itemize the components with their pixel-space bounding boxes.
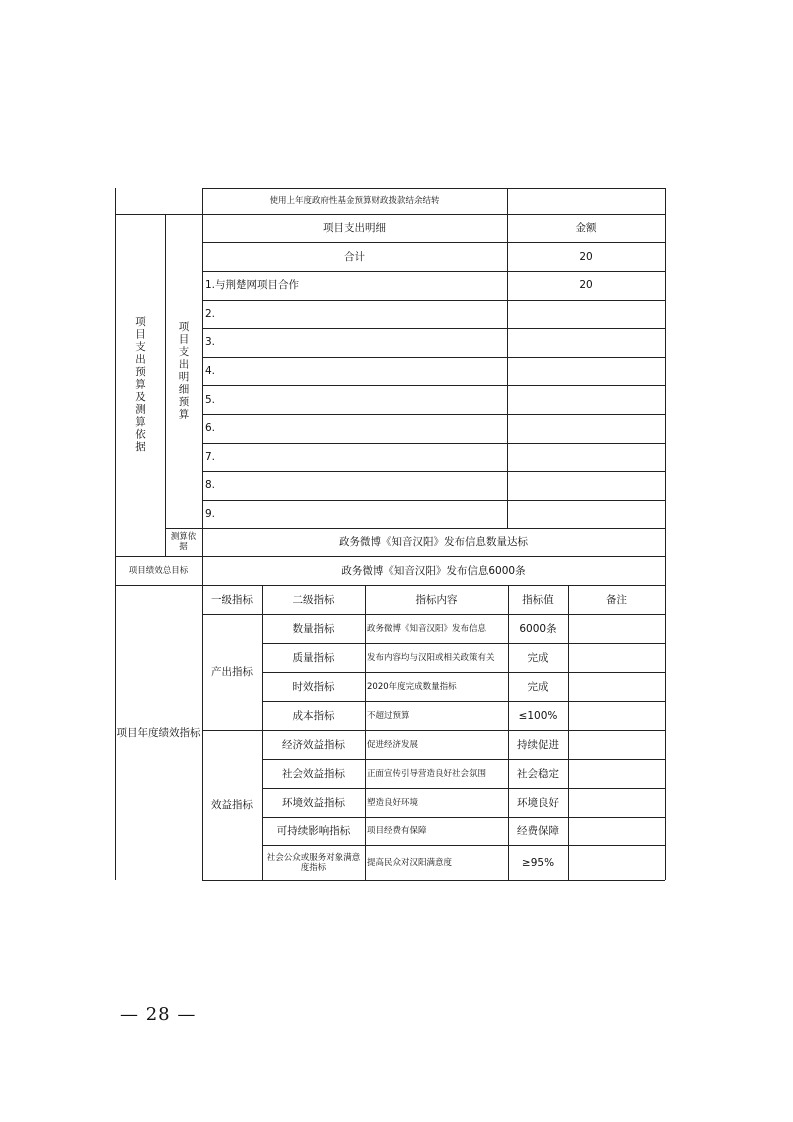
output-row-level2: 时效指标 bbox=[292, 680, 335, 693]
detail-row-amount bbox=[507, 500, 665, 529]
rule-detail bbox=[202, 500, 665, 501]
rule-head bbox=[202, 242, 665, 243]
rule-detail bbox=[202, 328, 665, 329]
section-budget-label-text: 项目支出预算及测算依据 bbox=[134, 316, 146, 454]
rule-detail bbox=[202, 471, 665, 472]
effect-row-value: 社会稳定 bbox=[517, 767, 559, 780]
effect-indicator-label: 效益指标 bbox=[211, 799, 253, 811]
output-row-level2: 成本指标 bbox=[292, 709, 335, 722]
effect-row-level2: 社会效益指标 bbox=[282, 767, 345, 780]
output-row-content: 政务微博《知音汉阳》发布信息 bbox=[367, 623, 487, 634]
section-detail-budget-label-text: 项目支出明细预算 bbox=[177, 321, 190, 421]
perf-header-level1: 一级指标 bbox=[211, 593, 253, 606]
detail-row-amount bbox=[507, 471, 665, 500]
effect-row-content: 促进经济发展 bbox=[367, 739, 419, 750]
rule-detail bbox=[202, 414, 665, 415]
effect-row-content: 提高民众对汉阳满意度 bbox=[367, 857, 453, 868]
detail-row-item: 1.与荆楚网项目合作 bbox=[205, 279, 300, 292]
effect-row-value: ≥95% bbox=[521, 856, 555, 869]
output-row-level2: 质量指标 bbox=[292, 651, 335, 664]
rule-output-row bbox=[262, 672, 665, 673]
section-budget-label bbox=[115, 214, 165, 556]
rule-output-row bbox=[262, 643, 665, 644]
perf-header-note: 备注 bbox=[606, 593, 627, 606]
rule-col-b bbox=[202, 188, 203, 880]
output-row-content: 发布内容均与汉阳或相关政策有关 bbox=[367, 652, 495, 663]
perf-header-level2: 二级指标 bbox=[292, 593, 335, 606]
detail-row-amount bbox=[507, 443, 665, 472]
rule-col-p4 bbox=[568, 585, 569, 880]
output-row-content: 2020年度完成数量指标 bbox=[367, 681, 457, 692]
table-left-border bbox=[115, 188, 116, 880]
perf-header-value: 指标值 bbox=[522, 593, 554, 606]
output-row-value: 完成 bbox=[527, 680, 549, 693]
goal-label: 项目绩效总目标 bbox=[128, 565, 189, 576]
rule-bottom bbox=[202, 880, 665, 881]
total-label: 合计 bbox=[344, 250, 365, 263]
rule-detail bbox=[202, 300, 665, 301]
effect-row-note bbox=[568, 845, 665, 880]
rule-basis-top bbox=[165, 528, 665, 529]
rule-output-row bbox=[262, 701, 665, 702]
rule-detail bbox=[202, 357, 665, 358]
funding-source-label: 使用上年度政府性基金预算财政拨款结余结转 bbox=[269, 196, 440, 206]
rule-total bbox=[202, 271, 665, 272]
output-row-value: 完成 bbox=[527, 651, 549, 664]
effect-row-level2: 经济效益指标 bbox=[282, 738, 345, 751]
table-right-border bbox=[665, 188, 666, 880]
rule-detail bbox=[202, 443, 665, 444]
output-row-note bbox=[568, 701, 665, 730]
detail-row-amount bbox=[507, 357, 665, 386]
detail-row-amount bbox=[507, 300, 665, 329]
output-row-note bbox=[568, 672, 665, 701]
perf-section-label: 项目年度绩效指标 bbox=[116, 726, 201, 739]
rule-col-a bbox=[165, 214, 166, 556]
output-row-note bbox=[568, 643, 665, 672]
effect-row-value: 持续促进 bbox=[517, 738, 559, 751]
effect-row-note bbox=[568, 759, 665, 788]
perf-header-content: 指标内容 bbox=[415, 593, 458, 606]
output-indicator-label: 产出指标 bbox=[211, 666, 253, 678]
effect-row-level2: 可持续影响指标 bbox=[276, 825, 351, 837]
detail-header-item: 项目支出明细 bbox=[323, 222, 386, 234]
rule-perf-header bbox=[202, 614, 665, 615]
rule-col-p1 bbox=[262, 585, 263, 880]
effect-row-level2: 环境效益指标 bbox=[282, 796, 345, 809]
section-detail-budget-label bbox=[165, 214, 202, 528]
detail-row-item: 8. bbox=[205, 479, 216, 492]
detail-row-item: 3. bbox=[205, 336, 216, 349]
rule-goal-bottom bbox=[115, 585, 665, 586]
output-row-content: 不超过预算 bbox=[367, 710, 410, 721]
page-number: — 28 — bbox=[120, 1004, 197, 1025]
detail-row-amount: 20 bbox=[579, 279, 593, 292]
effect-row-content: 正面宣传引导营造良好社会氛围 bbox=[367, 768, 487, 779]
basis-value: 政务微博《知音汉阳》发布信息数量达标 bbox=[339, 536, 528, 548]
detail-row-item: 5. bbox=[205, 393, 216, 406]
goal-value: 政务微博《知音汉阳》发布信息6000条 bbox=[341, 564, 526, 577]
rule-r1 bbox=[115, 214, 665, 215]
detail-row-item: 7. bbox=[205, 450, 216, 463]
output-row-level2: 数量指标 bbox=[292, 622, 335, 635]
detail-row-amount bbox=[507, 414, 665, 443]
detail-header-amount: 金额 bbox=[575, 222, 597, 234]
output-row-value: ≤100% bbox=[518, 709, 558, 722]
rule-output-effect bbox=[202, 730, 665, 731]
effect-row-level2: 社会公众或服务对象满意度指标 bbox=[266, 852, 361, 873]
detail-row-amount bbox=[507, 328, 665, 357]
rule-basis-bottom bbox=[115, 556, 665, 557]
rule-detail bbox=[202, 385, 665, 386]
rule-effect-row bbox=[262, 788, 665, 789]
rule-effect-row bbox=[262, 759, 665, 760]
basis-label: 测算依据 bbox=[170, 532, 197, 552]
rule-top bbox=[202, 188, 665, 189]
effect-row-value: 环境良好 bbox=[517, 796, 559, 809]
effect-row-note bbox=[568, 788, 665, 817]
output-row-value: 6000条 bbox=[519, 622, 557, 635]
effect-row-note bbox=[568, 817, 665, 845]
detail-row-item: 6. bbox=[205, 422, 216, 435]
effect-row-note bbox=[568, 730, 665, 759]
effect-row-content: 项目经费有保障 bbox=[367, 826, 427, 836]
detail-row-item: 2. bbox=[205, 307, 216, 320]
detail-row-item: 9. bbox=[205, 508, 216, 521]
effect-row-value: 经费保障 bbox=[517, 825, 559, 837]
detail-row-amount bbox=[507, 385, 665, 414]
rule-col-p3 bbox=[508, 585, 509, 880]
rule-col-p2 bbox=[365, 585, 366, 880]
rule-effect-row bbox=[262, 845, 665, 846]
output-row-note bbox=[568, 614, 665, 643]
rule-effect-row bbox=[262, 817, 665, 818]
rule-col-amount bbox=[507, 188, 508, 528]
total-amount: 20 bbox=[579, 250, 593, 263]
effect-row-content: 塑造良好环境 bbox=[367, 797, 419, 808]
detail-row-item: 4. bbox=[205, 365, 216, 378]
